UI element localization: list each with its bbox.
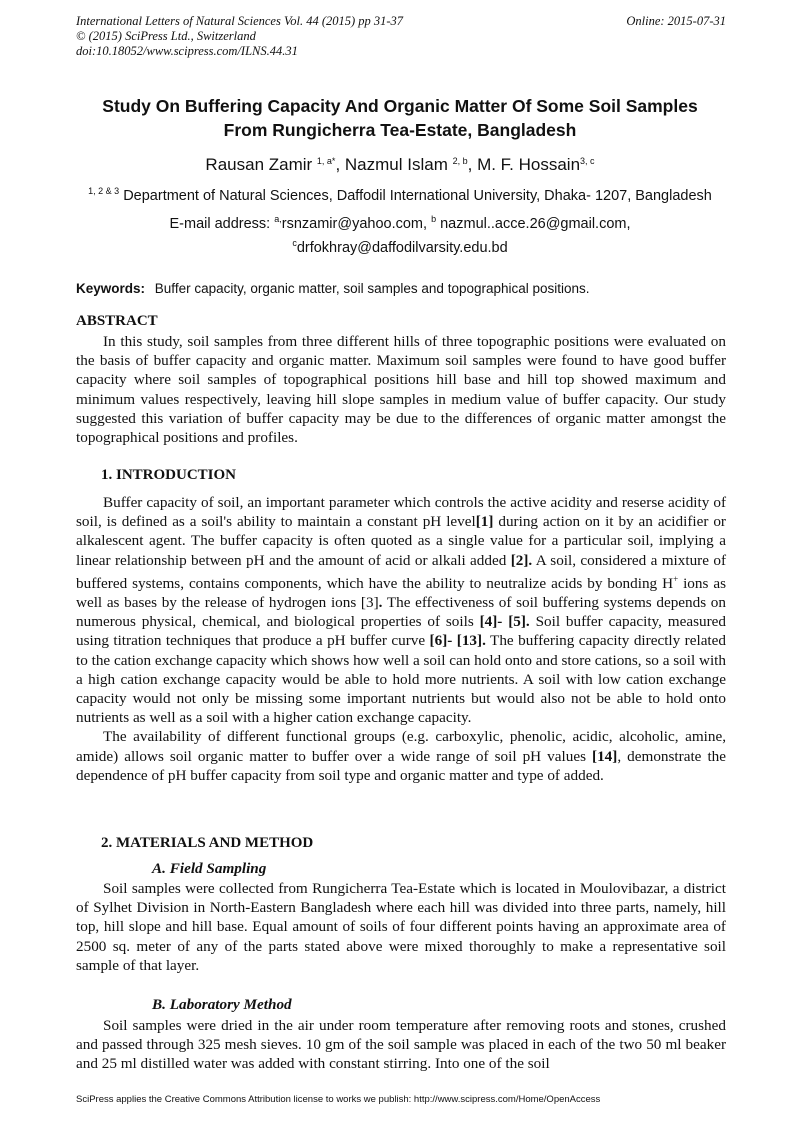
license-footer: SciPress applies the Creative Commons Attribution license to works we publish: http://www.scipress.com/Home/OpenAccess bbox=[76, 1094, 601, 1105]
intro-p1-c: A soil, considered a mixture of buffered systems, contains components, which have the ability to neutralize acids by bonding H bbox=[76, 551, 726, 592]
author-2-sup: 2, b bbox=[452, 156, 468, 166]
ref-1: [1] bbox=[475, 513, 494, 531]
ref-2: [2]. bbox=[510, 551, 533, 569]
author-3-sup: 3, c bbox=[580, 156, 595, 166]
field-sampling-heading: A. Field Sampling bbox=[152, 860, 267, 877]
affiliation-text: Department of Natural Sciences, Daffodil International University, Dhaka- 1207, Bangladesh bbox=[123, 188, 712, 204]
ref-6-13: [6]- [13]. bbox=[429, 632, 486, 650]
email-block bbox=[60, 210, 740, 258]
intro-p1-a: Buffer capacity of soil, an important parameter which controls the active acidity and reserse acidity of soil, is defined as a soil's ability to maintain a constant pH level bbox=[76, 494, 726, 531]
intro-p1-dot: . bbox=[378, 594, 383, 612]
running-header bbox=[76, 14, 726, 59]
abstract-text: In this study, soil samples from three different hills of three topographic positions were evaluated on the basis of buffer capacity and organic matter. Maximum soil samples were found to have good buffer capacity where soil samples of topographical positions hill base and hill top showed maximum and minimum values respectively, leaving hill slope samples in medium value of buffer capacity. Our study suggested this variation of buffer capacity may be due to the differences of organic matter amongst the topographical positions and profiles. bbox=[76, 333, 726, 447]
email-sup-a: a, bbox=[274, 214, 282, 224]
intro-heading: 1. INTRODUCTION bbox=[101, 467, 237, 483]
author-2: Nazmul Islam bbox=[344, 155, 448, 174]
copyright-line: © (2015) SciPress Ltd., Switzerland bbox=[76, 29, 256, 43]
abstract-body bbox=[76, 332, 726, 447]
intro-p1-g: The buffering capacity directly related to the cation exchange capacity which shows how well a soil can hold onto and store cations, so a soil with a high cation exchange capacity would be able to hold more nutrients. A soil with low cation exchange capacity would not only be missing some important nutrients but would also not be able to hold onto nutrients as well as a soil with a higher cation exchange capacity. bbox=[76, 632, 726, 727]
intro-paragraph-1 bbox=[76, 493, 726, 727]
title-line-2: From Rungicherra Tea-Estate, Bangladesh bbox=[223, 120, 577, 140]
abstract-heading: ABSTRACT bbox=[76, 313, 158, 329]
intro-p2-a: The availability of different functional groups (e.g. carboxylic, phenolic, acidic, alcoholic, amine, amide) allows soil organic matter to buffer over a wide range of soil pH values bbox=[76, 728, 726, 765]
author-list bbox=[60, 155, 740, 175]
email-label: E-mail address: bbox=[169, 216, 275, 232]
intro-p1-e: The effectiveness of soil buffering systems depends on numerous physical, chemical, and biological properties of soils bbox=[76, 594, 726, 631]
keywords-label: Keywords: bbox=[76, 281, 146, 296]
title-line-1: Study On Buffering Capacity And Organic Matter Of Some Soil Samples bbox=[102, 96, 698, 116]
doi-line: doi:10.18052/www.scipress.com/ILNS.44.31 bbox=[76, 44, 298, 58]
author-sep-2: , bbox=[467, 155, 478, 174]
online-date: Online: 2015-07-31 bbox=[626, 14, 726, 28]
author-sep-1: , bbox=[335, 155, 345, 174]
email-sup-c: c bbox=[292, 238, 297, 248]
intro-body bbox=[76, 493, 726, 785]
lab-method-heading: B. Laboratory Method bbox=[152, 996, 292, 1013]
field-sampling-text: Soil samples were collected from Rungicherra Tea-Estate which is located in Moulovibazar, a district of Sylhet Division in North-Eastern Bangladesh where each hill was divided into three parts, namely, hill top, hill slope and hill base. Equal amount of soils of four different points having an approximate area of 2500 sq. meter of any of the parts stated above were mixed thoroughly to make a representative soil sample of that layer. bbox=[76, 880, 726, 974]
keywords bbox=[76, 281, 726, 296]
ref-14: [14] bbox=[592, 747, 618, 765]
email-1[interactable]: rsnzamir@yahoo.com, bbox=[281, 216, 432, 232]
lab-method-text: Soil samples were dried in the air under room temperature after removing roots and stones, crushed and passed through 325 mesh sieves. 10 gm of the soil sample was placed in each of the two 50 ml beaker and 25 ml distilled water was added with constant stirring. Into one of the soil bbox=[76, 1017, 726, 1073]
intro-p1-f: Soil buffer capacity, measured using titration techniques that produce a pH buffer curve bbox=[76, 613, 727, 650]
author-1-sup: 1, a* bbox=[316, 156, 336, 166]
h-plus-sup: + bbox=[673, 573, 679, 584]
journal-citation: International Letters of Natural Sciences Vol. 44 (2015) pp 31-37 bbox=[76, 14, 404, 28]
author-1: Rausan Zamir bbox=[205, 155, 313, 174]
field-sampling-body bbox=[76, 879, 726, 975]
ref-4-5: [4]- [5]. bbox=[479, 613, 530, 631]
email-2[interactable]: nazmul..acce.26@gmail.com, bbox=[436, 216, 631, 232]
intro-p1-b: during action on it by an acidifier or alkalescent agent. The buffer capacity is often quoted as a single value for a particular soil, implying a linear relationship between pH and the amount of acid or alkali added bbox=[76, 513, 726, 569]
email-sup-b: b bbox=[431, 214, 437, 224]
affiliation bbox=[60, 186, 740, 204]
paper-title bbox=[60, 94, 740, 142]
intro-p2-b: , demonstrate the dependence of pH buffer capacity from soil type and organic matter and type of added. bbox=[76, 747, 727, 784]
methods-heading: 2. MATERIALS AND METHOD bbox=[101, 835, 314, 851]
keywords-text: Buffer capacity, organic matter, soil samples and topographical positions. bbox=[154, 281, 590, 296]
affiliation-sup: 1, 2 & 3 bbox=[88, 186, 120, 196]
lab-method-body bbox=[76, 1016, 726, 1074]
email-3[interactable]: drfokhray@daffodilvarsity.edu.bd bbox=[296, 240, 508, 256]
intro-paragraph-2 bbox=[76, 727, 726, 785]
intro-p1-d: ions as well as bases by the release of hydrogen ions [3] bbox=[76, 574, 726, 612]
author-3: M. F. Hossain bbox=[477, 155, 581, 174]
